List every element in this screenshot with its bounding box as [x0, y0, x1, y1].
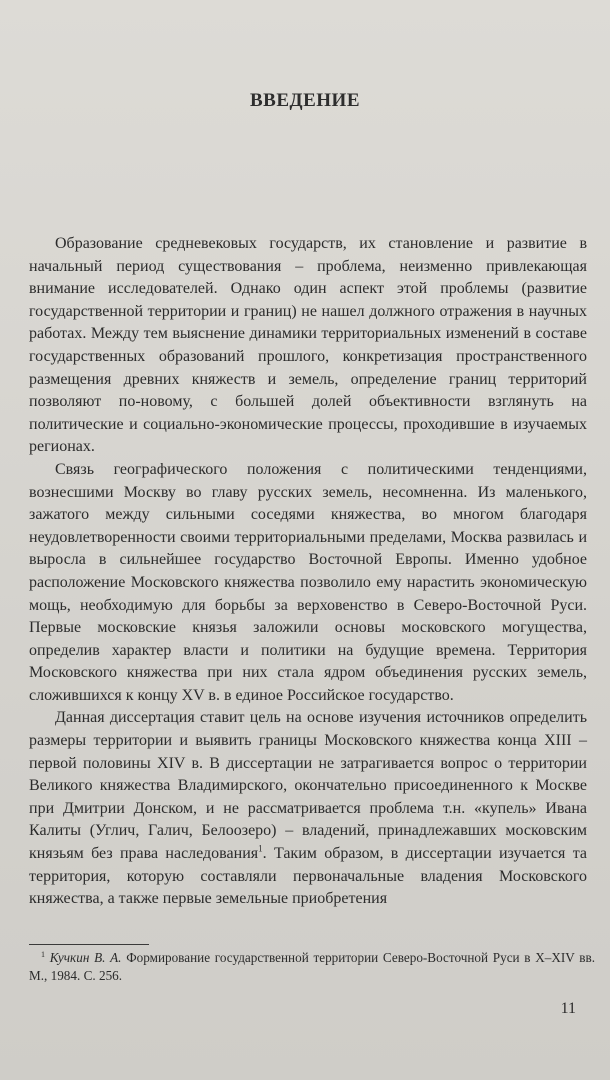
paragraph-3-text-after: . Таким образом, в диссертации изучается та территория, которую составляли первоначальные владения Московского княжества, а также первые земельные приобретения	[29, 845, 588, 908]
body-text	[29, 233, 587, 911]
paragraph-2: Связь географического положения с политическими тенденциями, вознесшими Москву во главу русских земель, несомненна. Из маленького, зажатого между сильными соседями княжества, во многом благодаря неудовлетворенности своими территориальными пределами, Москва развилась и выросла в сильнейшее государство Восточной Европы. Именно удобное расположение Московского княжества позволило ему нарастить экономическую мощь, необходимую для борьбы за верховенство в Северо-Восточной Руси. Первые московские князья заложили основы московского могущества, определив характер власти и политики на будущие времена. Территория Московского княжества при них стала ядром объединения русских земель, сложившихся к концу XV в. в единое Российское государство.	[29, 460, 587, 704]
footnote-text: Формирование государственной территории Северо-Восточной Руси в X–XIV вв. М., 1984. С. 256.	[29, 950, 596, 983]
chapter-title: ВВЕДЕНИЕ	[250, 90, 360, 111]
footnote	[29, 949, 595, 985]
page-number: 11	[560, 1000, 576, 1017]
footnote-divider	[29, 944, 149, 945]
footnote-reference[interactable]: 1	[258, 843, 263, 854]
footnote-mark: 1	[41, 949, 45, 959]
paragraph-1: Образование средневековых государств, их становление и развитие в начальный период существования – проблема, неизменно привлекающая внимание исследователей. Однако один аспект этой проблемы (развитие государственной территории и границ) не нашел должного отражения в научных работах. Между тем выяснение динамики территориальных изменений в составе государственных образований прошлого, конкретизация пространственного размещения древних княжеств и земель, определение границ территорий позволяют по-новому, с большей долей объективности взглянуть на политические и социально-экономические процессы, проходившие в изучаемых регионах.	[29, 235, 587, 456]
paragraph-3	[29, 707, 587, 910]
paragraph-3-text: Данная диссертация ставит цель на основе изучения источников определить размеры территории и выявить границы Московского княжества конца XIII – первой половины XIV в. В диссертации не затрагивается вопрос о территории Великого княжества Владимирского, окончательно присоединенного к Москве при Дмитрии Донском, и не рассматривается проблема т.н. «купель» Ивана Калиты (Углич, Галич, Белоозеро) – владений, принадлежавших московским князьям без права наследования	[29, 709, 587, 863]
footnote-author: Кучкин В. А.	[49, 950, 122, 965]
